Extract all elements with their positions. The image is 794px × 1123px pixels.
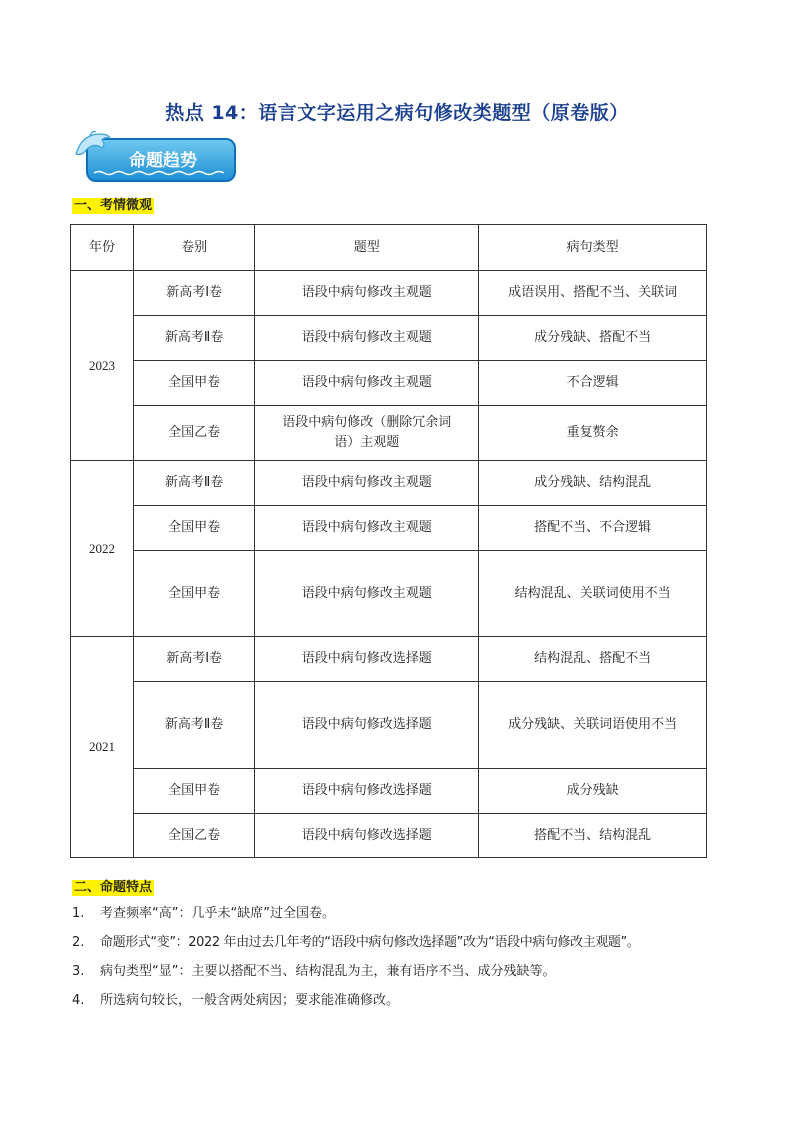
table-row <box>71 682 707 769</box>
paper-cell: 全国甲卷 <box>134 551 255 637</box>
wave-icon <box>94 170 228 176</box>
errors-cell: 成分残缺、结构混乱 <box>479 461 707 506</box>
errors-cell: 成分残缺、关联词语使用不当 <box>479 682 707 769</box>
errors-cell: 成分残缺 <box>479 769 707 814</box>
exam-table <box>70 224 707 858</box>
type-cell: 语段中病句修改主观题 <box>255 461 479 506</box>
errors-cell: 重复赘余 <box>479 406 707 461</box>
item-text: 病句类型“显”：主要以搭配不当、结构混乱为主，兼有语序不当、成分残缺等。 <box>100 964 556 979</box>
header-question-type: 题型 <box>255 225 479 271</box>
section-heading-features: 二、命题特点 <box>74 880 153 895</box>
item-number: 4. <box>72 993 85 1008</box>
list-item <box>72 933 752 962</box>
table-row <box>71 271 707 316</box>
paper-cell: 新高考Ⅰ卷 <box>134 271 255 316</box>
paper-cell: 新高考Ⅰ卷 <box>134 637 255 682</box>
year-cell: 2021 <box>71 637 134 858</box>
type-cell: 语段中病句修改主观题 <box>255 551 479 637</box>
paper-cell: 全国甲卷 <box>134 506 255 551</box>
table-row <box>71 316 707 361</box>
item-text: 命题形式“变”：2022 年由过去几年考的“语段中病句修改选择题”改为“语段中病句修改主观题”。 <box>100 935 640 950</box>
year-cell: 2022 <box>71 461 134 637</box>
type-cell: 语段中病句修改主观题 <box>255 361 479 406</box>
type-cell: 语段中病句修改选择题 <box>255 814 479 858</box>
paper-cell: 全国甲卷 <box>134 361 255 406</box>
list-item <box>72 962 752 991</box>
paper-cell: 全国乙卷 <box>134 406 255 461</box>
type-cell: 语段中病句修改选择题 <box>255 637 479 682</box>
type-cell: 语段中病句修改选择题 <box>255 769 479 814</box>
badge-label: 命题趋势 <box>129 151 197 171</box>
paper-cell: 新高考Ⅱ卷 <box>134 316 255 361</box>
list-item <box>72 991 752 1020</box>
errors-cell: 成语误用、搭配不当、关联词 <box>479 271 707 316</box>
dolphin-icon <box>72 128 112 164</box>
page-title: 热点 14：语言文字运用之病句修改类题型（原卷版） <box>165 102 629 124</box>
table-row <box>71 769 707 814</box>
item-number: 3. <box>72 964 85 979</box>
errors-cell: 不合逻辑 <box>479 361 707 406</box>
table-row <box>71 506 707 551</box>
item-number: 1. <box>72 906 85 921</box>
paper-cell: 全国甲卷 <box>134 769 255 814</box>
table-row <box>71 551 707 637</box>
errors-cell: 结构混乱、关联词使用不当 <box>479 551 707 637</box>
header-paper: 卷别 <box>134 225 255 271</box>
type-cell: 语段中病句修改（删除冗余词语）主观题 <box>255 406 479 461</box>
year-cell: 2023 <box>71 271 134 461</box>
paper-cell: 新高考Ⅱ卷 <box>134 461 255 506</box>
section-heading-exam-overview: 一、考情微观 <box>74 198 153 213</box>
errors-cell: 搭配不当、不合逻辑 <box>479 506 707 551</box>
table-row <box>71 637 707 682</box>
item-text: 所选病句较长，一般含两处病因；要求能准确修改。 <box>100 993 400 1008</box>
list-item <box>72 904 752 933</box>
type-cell: 语段中病句修改主观题 <box>255 316 479 361</box>
table-row <box>71 361 707 406</box>
header-error-type: 病句类型 <box>479 225 707 271</box>
features-list <box>72 904 752 1020</box>
type-cell: 语段中病句修改主观题 <box>255 506 479 551</box>
table-row <box>71 406 707 461</box>
type-cell: 语段中病句修改选择题 <box>255 682 479 769</box>
section-badge <box>72 128 240 188</box>
table-row <box>71 461 707 506</box>
errors-cell: 结构混乱、搭配不当 <box>479 637 707 682</box>
type-cell: 语段中病句修改主观题 <box>255 271 479 316</box>
errors-cell: 搭配不当、结构混乱 <box>479 814 707 858</box>
paper-cell: 全国乙卷 <box>134 814 255 858</box>
item-number: 2. <box>72 935 85 950</box>
table-row <box>71 814 707 858</box>
paper-cell: 新高考Ⅱ卷 <box>134 682 255 769</box>
table-header-row <box>71 225 707 271</box>
header-year: 年份 <box>71 225 134 271</box>
errors-cell: 成分残缺、搭配不当 <box>479 316 707 361</box>
item-text: 考查频率“高”：几乎未“缺席”过全国卷。 <box>100 906 335 921</box>
